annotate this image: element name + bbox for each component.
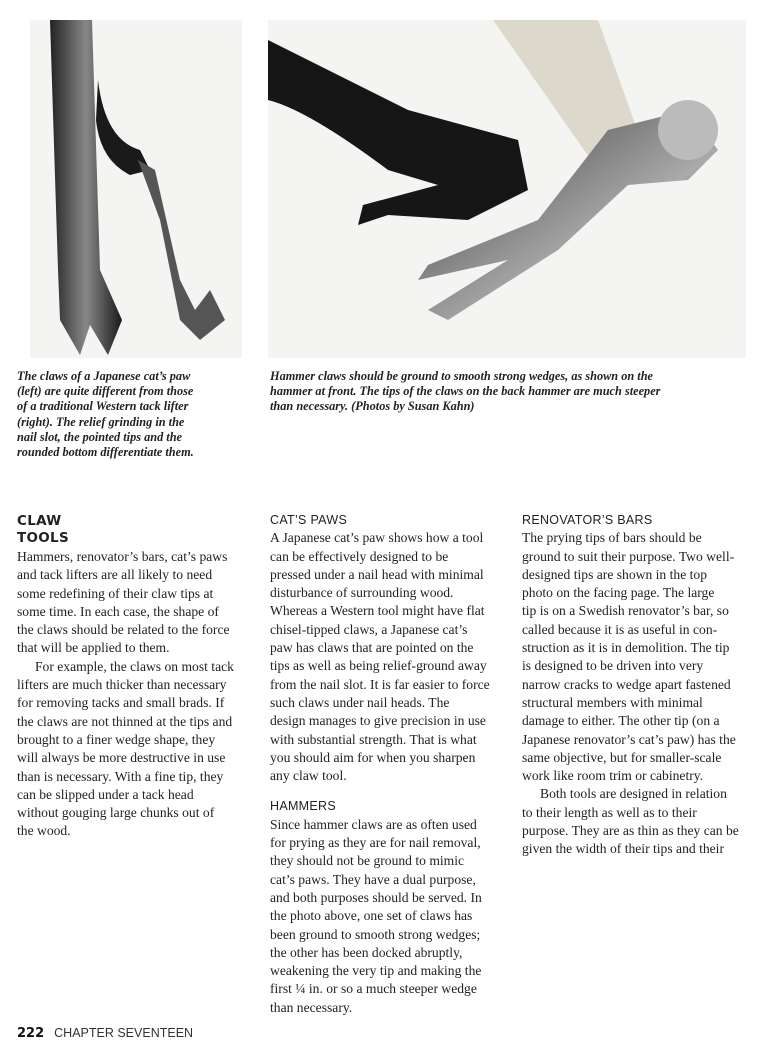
caption-line: nail slot, the pointed tips and the (17, 429, 183, 444)
chapter-label: CHAPTER SEVENTEEN (54, 1026, 194, 1040)
text-line: A Japanese cat’s paw shows how a tool (270, 530, 484, 546)
text-line: disturbance of surrounding wood. (270, 585, 454, 601)
text-line: some redefining of their claw tips at (17, 585, 214, 601)
section-heading-hammers: HAMMERS (270, 799, 336, 814)
text-line: the claws should be related to the force (17, 622, 230, 638)
caption-line: rounded bottom differentiate them. (17, 445, 194, 460)
text-line: is designed to be driven into very (522, 658, 704, 674)
text-line: structural members with minimal (522, 694, 703, 710)
text-line: cat’s paws. They have a dual purpose, (270, 871, 476, 887)
text-line: Both tools are designed in relation (540, 786, 727, 802)
text-line: chisel-tipped claws, a Japanese cat’s (270, 621, 468, 637)
text-line: Japanese renovator’s cat’s paw) has the (522, 731, 736, 747)
text-line: Since hammer claws are as often used (270, 816, 477, 832)
caption-line: hammer at front. The tips of the claws on the back hammer are much steeper (270, 384, 661, 399)
text-line: tip is on a Swedish renovator’s bar, so (522, 603, 729, 619)
text-line: been ground to smooth strong wedges; (270, 926, 481, 942)
section-heading: TOOLS (17, 530, 69, 546)
text-line: damage to either. The other tip (on a (522, 713, 720, 729)
text-line: than necessary. (270, 999, 353, 1015)
photo-cats-paw-and-tack-lifter (30, 20, 242, 358)
photo-hammer-claws (268, 20, 746, 358)
text-line: any claw tool. (270, 768, 347, 784)
text-line: such claws under nail heads. The (270, 694, 450, 710)
text-line: given the width of their tips and their (522, 841, 724, 857)
text-line: the photo above, one set of claws has (270, 908, 473, 924)
caption-line: (left) are quite different from those (17, 384, 194, 399)
caption-line: Hammer claws should be ground to smooth strong wedges, as shown on the (270, 369, 653, 383)
text-line: the other has been docked abruptly, (270, 944, 463, 960)
text-line: The prying tips of bars should be (522, 530, 702, 546)
text-line: you should aim for when you sharpen (270, 749, 476, 765)
text-line: and both purposes should be served. In (270, 889, 482, 905)
text-line: work like room trim or cabinetry. (522, 768, 704, 784)
text-line: will always be more destructive in use (17, 750, 226, 766)
text-line: and tack lifters are all likely to need (17, 567, 213, 583)
text-line: design manages to give precision in use (270, 713, 486, 729)
section-heading-renovators-bars: RENOVATOR’S BARS (522, 513, 653, 527)
text-line: with substantial strength. That is what (270, 731, 477, 747)
text-line: called because it is as useful in con- (522, 621, 718, 637)
text-line: brought to a finer wedge shape, they (17, 731, 216, 747)
section-heading: CLAW (17, 513, 62, 529)
text-line: without gouging large chunks out of (17, 805, 215, 821)
text-line: weakening the very tip and making the (270, 963, 482, 979)
column-cats-paws-hammers (270, 511, 505, 1017)
caption-left (17, 369, 247, 460)
text-line: struction as it is in demolition. The tip (522, 640, 730, 656)
page-number: 222 (17, 1026, 45, 1041)
caption-line: than necessary. (Photos by Susan Kahn) (270, 399, 475, 414)
text-line: than is necessary. With a fine tip, they (17, 768, 224, 784)
caption-line: The claws of a Japanese cat’s paw (17, 369, 191, 383)
text-line: pressed under a nail head with minimal (270, 566, 484, 582)
text-line: paw has claws that are pointed on the (270, 640, 474, 656)
text-line: Whereas a Western tool might have flat (270, 603, 485, 619)
text-line: tips as well as being relief-ground away (270, 658, 487, 674)
text-line: from the nail slot. It is far easier to force (270, 676, 490, 692)
text-line: first ¼ in. or so a much steeper wedge (270, 981, 477, 997)
text-line: some time. In each case, the shape of (17, 603, 219, 619)
section-heading-cats-paws: CAT’S PAWS (270, 513, 348, 527)
text-line: For example, the claws on most tack (35, 658, 234, 674)
caption-right (270, 369, 750, 415)
column-renovators-bars (522, 511, 757, 859)
text-line: designed tips are shown in the top (522, 566, 707, 582)
text-line: can be slipped under a tack head (17, 786, 194, 802)
text-line: for prying as they are for nail removal, (270, 835, 481, 851)
text-line: purpose. They are as thin as they can be (522, 823, 739, 839)
text-line: Hammers, renovator’s bars, cat’s paws (17, 549, 228, 564)
text-line: the wood. (17, 823, 71, 839)
caption-line: of a traditional Western tack lifter (17, 399, 189, 414)
column-claw-tools (17, 514, 252, 841)
text-line: photo on the facing page. The large (522, 585, 715, 601)
text-line: the claws are not thinned at the tips and (17, 713, 233, 729)
caption-line: (right). The relief grinding in the (17, 414, 185, 429)
text-line: that will be applied to them. (17, 640, 170, 656)
text-line: same objective, but for smaller-scale (522, 749, 722, 765)
text-line: lifters are much thicker than necessary (17, 677, 227, 693)
text-line: to their length as well as to their (522, 804, 697, 820)
text-line: narrow cracks to wedge apart fastened (522, 676, 731, 692)
text-line: can be effectively designed to be (270, 548, 449, 564)
text-line: they should not be ground to mimic (270, 853, 465, 869)
page-footer (17, 1026, 193, 1041)
text-line: for removing tacks and small brads. If (17, 695, 225, 711)
text-line: ground to suit their purpose. Two well- (522, 548, 735, 564)
